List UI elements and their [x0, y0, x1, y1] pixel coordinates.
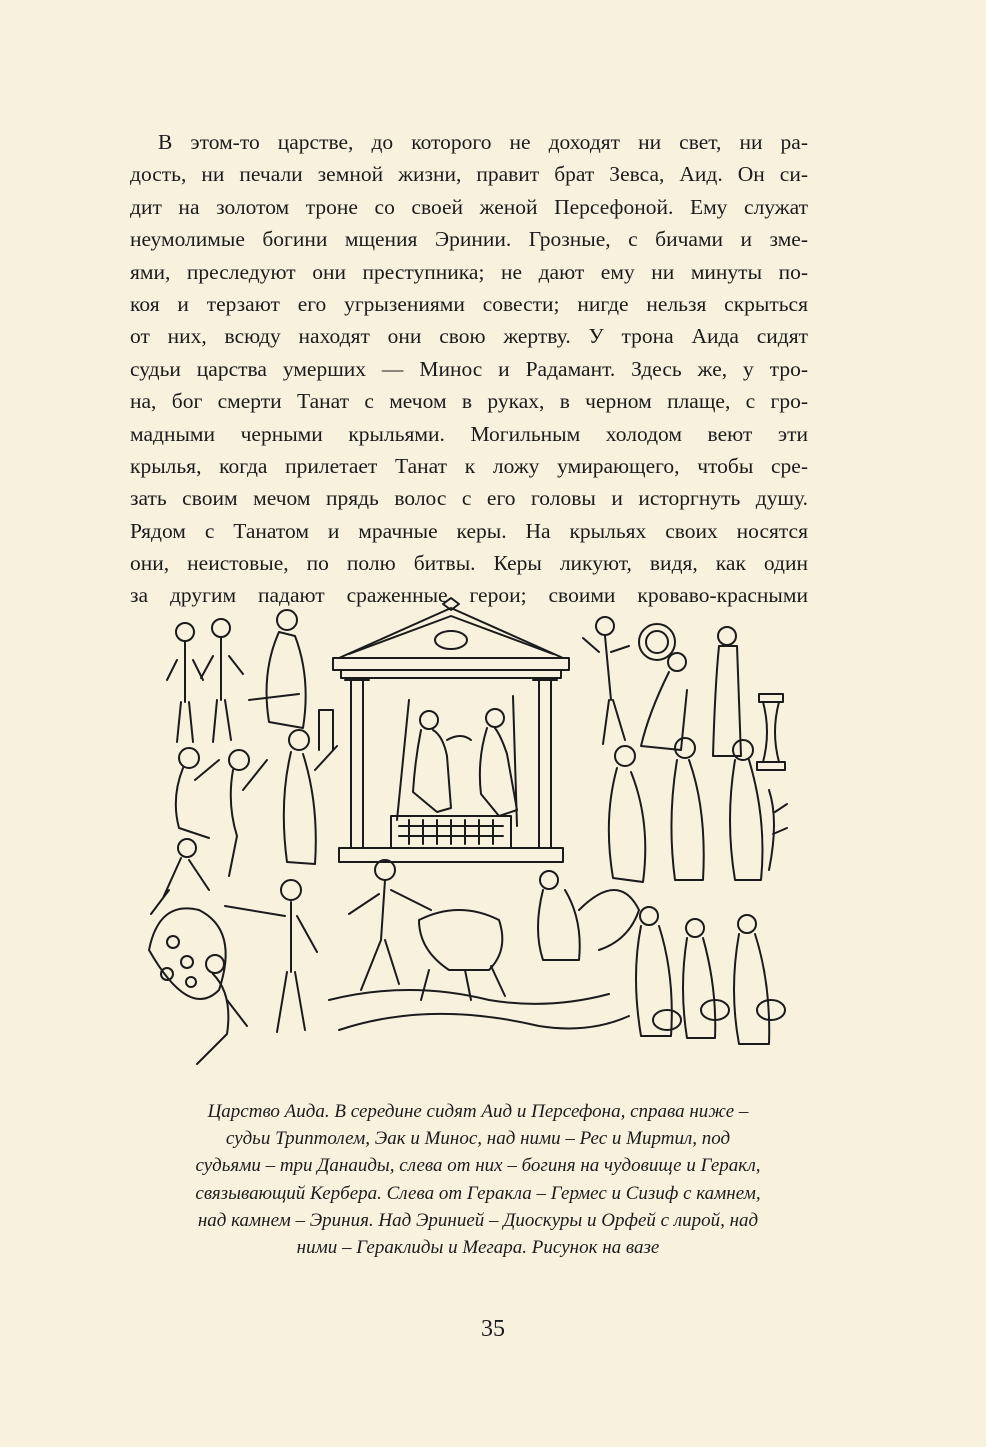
- paragraph-line: дость, ни печали земной жизни, правит брат Зевса, Аид. Он си-: [130, 162, 808, 187]
- paragraph-line: неумолимые богини мщения Эринии. Грозные, с бичами и зме-: [130, 227, 808, 252]
- res-myrtilus-drawing: [583, 617, 785, 770]
- caption-line: над камнем – Эриния. Над Эринией – Диоскуры и Орфей с лирой, над: [197, 1209, 759, 1231]
- heraclids-megara-drawing: [167, 610, 306, 742]
- caption-line: ними – Гераклиды и Мегара. Рисунок на вазе: [296, 1237, 660, 1259]
- caption-line: Царство Аида. В середине сидят Аид и Персефона, справа ниже –: [207, 1101, 749, 1122]
- dioscuri-orpheus-drawing: [176, 710, 337, 876]
- erinys-hermes-sisyphus-drawing: [149, 839, 317, 1064]
- paragraph-line: от них, всюду находят они свою жертву. У трона Аида сидят: [130, 324, 808, 349]
- caption-line: судьи Триптолем, Эак и Минос, над ними – Рес и Миртил, под: [225, 1128, 731, 1150]
- paragraph-line: коя и терзают его угрызениями совести; нигде нельзя скрыться: [130, 291, 808, 316]
- vase-illustration: [129, 590, 793, 1068]
- paragraph-line: на, бог смерти Танат с мечом в руках, в черном плаще, с гро-: [130, 389, 808, 414]
- paragraph-line: за другим падают сраженные герои; своими кроваво-красными: [130, 583, 808, 608]
- paragraph-line: судьи царства умерших — Минос и Радамант. Здесь же, у тро-: [130, 356, 808, 381]
- page-number: 35: [481, 1316, 505, 1342]
- heracles-cerberus-drawing: [329, 860, 639, 1030]
- paragraph-line: В этом-то царстве, до которого не доходят ни свет, ни ра-: [158, 130, 808, 154]
- paragraph-line: ями, преследуют они преступника; не дают ему ни минуты по-: [130, 259, 808, 284]
- paragraph-line: зать своим мечом прядь волос с его головы и исторгнуть душу.: [130, 486, 808, 511]
- paragraph-line: дит на золотом троне со своей женой Персефоной. Ему служат: [130, 194, 808, 219]
- caption-line: связывающий Кербера. Слева от Геракла – Гермес и Сизиф с камнем,: [195, 1182, 761, 1204]
- paragraph-line: мадными черными крыльями. Могильным холодом веют эти: [130, 421, 808, 446]
- judges-danaids-drawing: [609, 738, 787, 1044]
- figure-caption: [140, 1098, 816, 1261]
- caption-line: судьями – три Данаиды, слева от них – богиня на чудовище и Геракл,: [195, 1155, 761, 1177]
- paragraph-line: Рядом с Танатом и мрачные керы. На крыльях своих носятся: [130, 518, 808, 543]
- body-paragraph: [130, 126, 808, 612]
- paragraph-line: крылья, когда прилетает Танат к ложу умирающего, чтобы сре-: [130, 453, 808, 478]
- temple-drawing: [333, 598, 569, 862]
- paragraph-line: они, неистовые, по полю битвы. Керы ликуют, видя, как один: [130, 551, 808, 576]
- hades-persephone-drawing: [397, 696, 517, 826]
